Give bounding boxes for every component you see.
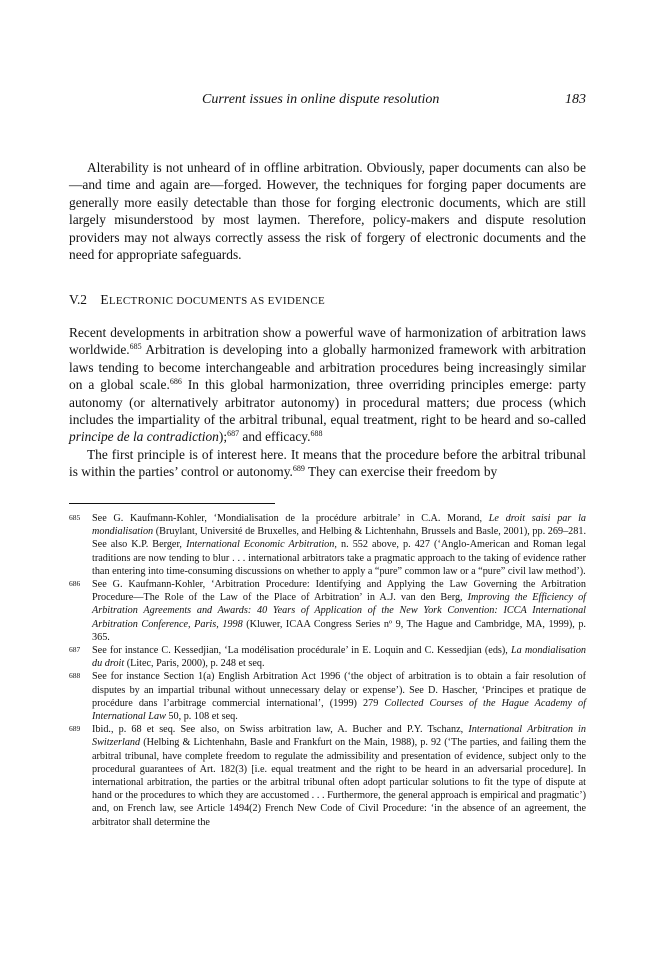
paragraph-first-principle	[69, 446, 586, 481]
text-run: Ibid., p. 68 et seq. See also, on Swiss arbitration law, A. Bucher and P.Y. Tschanz,	[92, 724, 469, 736]
text-run: See G. Kaufmann-Kohler, ‘Arbitration Procedure: Identifying and Applying the Law Governing the Arbitration Procedure—The Role of the Law of the Place of Arbitration’ in A.J. van den Berg,	[92, 579, 586, 604]
footnote-686	[69, 578, 586, 644]
text-run: Recent developments in arbitration show a powerful wave of harmonization of arbitration laws worldwide.	[69, 325, 586, 358]
footnote-688	[69, 670, 586, 723]
italic-term: principe de la contradiction	[69, 429, 219, 445]
page-number: 183	[565, 92, 586, 107]
footnote-685	[69, 512, 586, 578]
text-run: See G. Kaufmann-Kohler, ‘Mondialisation de la procédure arbitrale’ in C.A. Morand,	[92, 513, 489, 524]
text-run: , n. 552 above, p. 427 (‘Anglo-American and Roman legal traditions are now tending to blur . . . international arbitrators take a pragmatic approach to the taking of evidence rather than entering into time-consuming discussions on whether to apply a “pure” common law or a “pure” civil law method’).	[92, 539, 587, 577]
footnote-ref-687[interactable]: 687	[227, 429, 240, 439]
section-title-rest: LECTRONIC DOCUMENTS AS EVIDENCE	[108, 295, 326, 307]
footnotes	[69, 512, 586, 829]
italic-title: Collected Courses of the Hague Academy of International Law	[92, 697, 586, 723]
text-run: (Bruylant, Université de Bruxelles, and Helbing & Lichtenhahn, Brussels and Basle, 2001), pp. 269–281. See also K.P. Berger,	[92, 526, 586, 551]
text-run: 50, p. 108 et seq.	[165, 711, 238, 723]
footnote-ref-689[interactable]: 689	[292, 464, 305, 474]
text-run: The first principle is of interest here. It means that the procedure before the arbitral tribunal is within the parties’ control or autonomy.	[69, 446, 586, 480]
section-body	[69, 324, 586, 481]
footnote-number: 688	[69, 671, 81, 681]
footnote-ref-688[interactable]: 688	[310, 429, 323, 439]
italic-title: Le droit saisi par la mondialisation	[92, 513, 586, 538]
text-run: In this global harmonization, three overriding principles emerge: party autonomy (or alternatively arbitrator autonomy) in procedural matters; due process (which includes the impartiality of the arbitral tribunal, equal treatment, right to be heard and so-called	[69, 377, 586, 428]
running-head	[69, 92, 586, 110]
text-run: Arbitration is developing into a globally harmonized framework with arbitration laws tending to become interchangeable and arbitration procedures being increasingly similar on a global scale.	[69, 342, 586, 393]
footnote-separator	[69, 503, 275, 504]
text-run: );	[218, 429, 228, 445]
footnote-number: 685	[69, 513, 81, 522]
footnote-number: 686	[69, 579, 81, 589]
footnote-689	[69, 723, 586, 829]
text-run: (Kluwer, ICAA Congress Series nº 9, The Hague and Cambridge, MA, 1999), p. 365.	[92, 618, 586, 643]
running-head-title: Current issues in online dispute resolution	[202, 92, 440, 107]
italic-title: International Arbitration in Switzerland	[92, 724, 586, 749]
text-run: They can exercise their freedom by	[304, 464, 498, 480]
section-heading	[69, 292, 325, 308]
text-run: (Litec, Paris, 2000), p. 248 et seq.	[124, 658, 265, 670]
text-run: See for instance Section 1(a) English Arbitration Act 1996 (‘the object of arbitration is to obtain a fair resolution of disputes by an impartial tribunal without unnecessary delay or expense’). See D. Hascher, ‘Principes et pratique de procédure dans l’arbitrage commercial international’, (1999) 279	[92, 671, 586, 709]
italic-title: La mondialisation du droit	[92, 645, 587, 670]
section-title: ELECTRONIC DOCUMENTS AS EVIDENCE	[100, 292, 326, 307]
footnote-ref-686[interactable]: 686	[169, 377, 182, 387]
text-run: (Helbing & Lichtenhahn, Basle and Frankfurt on the Main, 1988), p. 92 (‘The parties, and failing them the arbitral tribunal, have complete freedom to regulate the admissibility and presentation of evidence, subject only to the procedural guarantees of Art. 182(3) [i.e. equal treatment and the right to be heard in an adversarial procedure]. In international arbitration, the parties or the arbitral tribunal often adopt particular solutions to fit the type of dispute at hand or the procedures to which they are accustomed . . . Furthermore, the general approach is empirical and pragmatic’) and, on French law, see Article 1494(2) French New Code of Civil Procedure: ‘in the absence of an agreement, the arbitrator shall determine the	[92, 737, 586, 828]
footnote-ref-685[interactable]: 685	[129, 342, 142, 352]
text-run: See for instance C. Kessedjian, ‘La modélisation procédurale’ in E. Loquin and C. Kessedjian (eds),	[92, 645, 511, 657]
paragraph-harmonization	[69, 324, 586, 446]
italic-title: Improving the Efficiency of Arbitration Agreements and Awards: 40 Years of Application of the New York Convention: ICCA International Arbitration Conference, Paris, 1998	[92, 592, 586, 630]
footnote-number: 689	[69, 724, 81, 734]
italic-title: International Economic Arbitration	[186, 539, 335, 551]
footnote-687	[69, 644, 586, 670]
text-run: and efficacy.	[239, 429, 311, 445]
footnote-number: 687	[69, 645, 81, 655]
section-number: V.2	[69, 292, 87, 307]
paragraph-alterability: Alterability is not unheard of in offline arbitration. Obviously, paper documents can also be—and time and again are—forged. However, the techniques for forging paper documents are generally more easily detectable than those for forging electronic documents, which are still largely misunderstood by most laymen. Therefore, policy-makers and dispute resolution providers may not always correctly assess the risk of forgery of electronic documents and the need for appropriate safeguards.	[69, 160, 586, 263]
